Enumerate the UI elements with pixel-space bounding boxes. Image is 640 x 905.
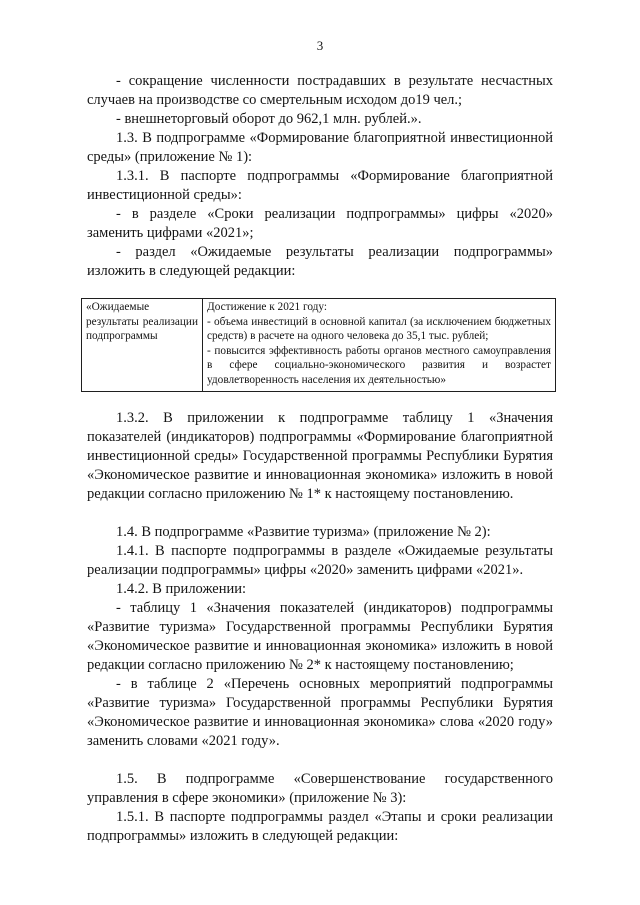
- table-cell-line: - объема инвестиций в основной капитал (за исключением бюджетных средств) в расчете на одного человека до 35,1 тыс. рублей;: [207, 315, 551, 342]
- paragraph: 1.3. В подпрограмме «Формирование благоприятной инвестиционной среды» (приложение № 1):: [87, 130, 553, 165]
- paragraph: - сокращение численности пострадавших в результате несчастных случаев на производстве со смертельным исходом до19 чел.;: [87, 73, 553, 108]
- expected-results-table: [81, 298, 556, 392]
- paragraph: - внешнеторговый оборот до 962,1 млн. рублей.».: [116, 111, 422, 127]
- table-row: [82, 299, 556, 392]
- paragraph: - раздел «Ожидаемые результаты реализации подпрограммы» изложить в следующей редакции:: [87, 244, 553, 279]
- table-cell-line: - повысится эффективность работы органов местного самоуправления в сфере социально-экономического развития и возрастет удовлетворенность населения их деятельностью»: [207, 344, 551, 386]
- paragraph: - в таблице 2 «Перечень основных мероприятий подпрограммы «Развитие туризма» Государственной программы Республики Бурятия «Экономическое развитие и инновационная экономика» слова «2020 году» заменить словами «2021 году».: [87, 676, 553, 749]
- table-cell-label: «Ожидаемые результаты реализации подпрограммы: [82, 299, 203, 392]
- page-number: 3: [316, 38, 324, 53]
- document-body: [87, 72, 553, 846]
- paragraph: 1.5.1. В паспорте подпрограммы раздел «Этапы и сроки реализации подпрограммы» изложить в следующей редакции:: [87, 809, 553, 844]
- paragraph: 1.3.1. В паспорте подпрограммы «Формирование благоприятной инвестиционной среды»:: [87, 168, 553, 203]
- paragraph: 1.5. В подпрограмме «Совершенствование государственного управления в сфере экономики» (приложение № 3):: [87, 771, 553, 806]
- paragraph: 1.3.2. В приложении к подпрограмме таблицу 1 «Значения показателей (индикаторов) подпрограммы «Формирование благоприятной инвестиционной среды» Государственной программы Республики Бурятия «Экономическое развитие и инновационная экономика» изложить в новой редакции согласно приложению № 1* к настоящему постановлению.: [87, 410, 553, 502]
- paragraph: - в разделе «Сроки реализации подпрограммы» цифры «2020» заменить цифрами «2021»;: [87, 206, 553, 241]
- paragraph: - таблицу 1 «Значения показателей (индикаторов) подпрограммы «Развитие туризма» Государственной программы Республики Бурятия «Экономическое развитие и инновационная экономика» изложить в новой редакции согласно приложению № 2* к настоящему постановлению;: [87, 600, 553, 673]
- table-cell-line: Достижение к 2021 году:: [207, 301, 328, 313]
- table-cell-content: [203, 299, 556, 392]
- paragraph: 1.4.1. В паспорте подпрограммы в разделе «Ожидаемые результаты реализации подпрограммы» цифры «2020» заменить цифрами «2021».: [87, 543, 553, 578]
- paragraph: 1.4.2. В приложении:: [116, 581, 247, 597]
- paragraph: 1.4. В подпрограмме «Развитие туризма» (приложение № 2):: [116, 524, 491, 540]
